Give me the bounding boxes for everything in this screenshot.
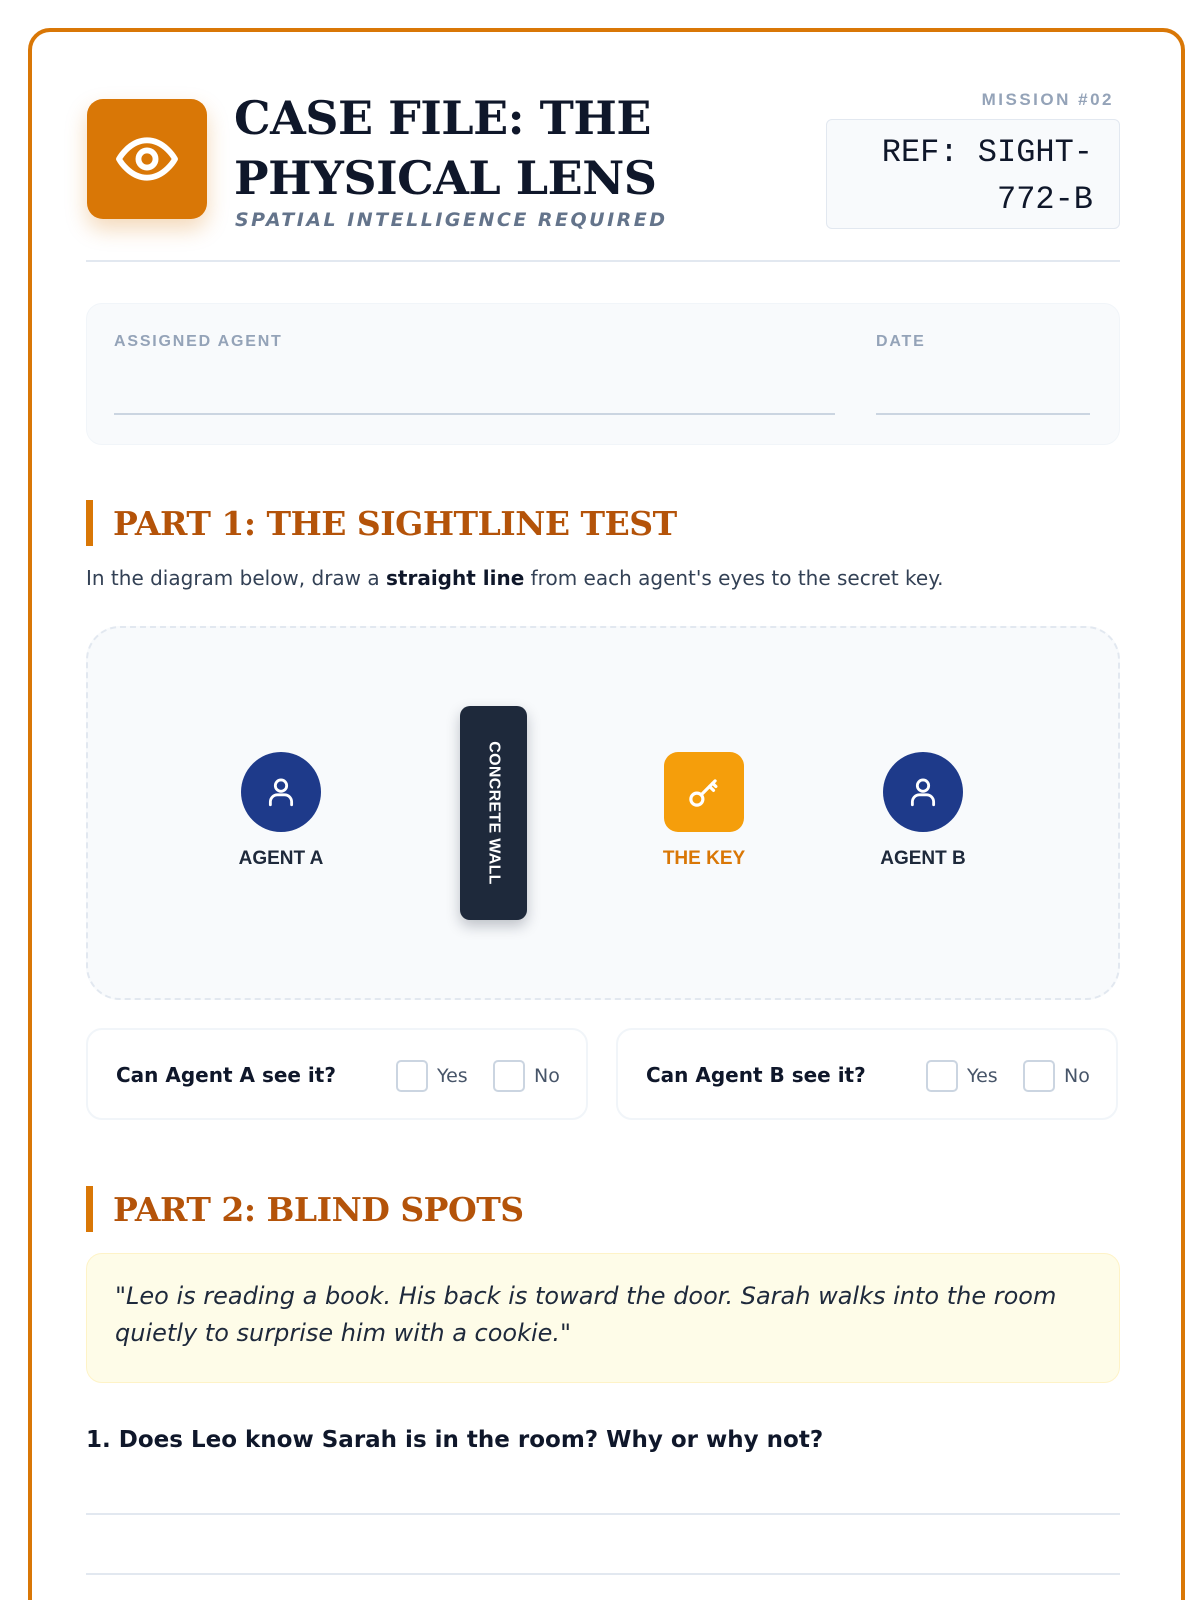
page-title: CASE FILE: THE PHYSICAL LENS	[234, 91, 657, 205]
logo-tile	[87, 99, 207, 219]
instruction-text-end: from each agent's eyes to the secret key.	[524, 566, 944, 590]
page-subtitle: SPATIAL INTELLIGENCE REQUIRED	[235, 209, 668, 231]
user-icon	[264, 775, 298, 809]
assigned-agent-field[interactable]	[114, 413, 835, 415]
assigned-agent-label: ASSIGNED AGENT	[114, 333, 283, 350]
key-tile	[664, 752, 744, 832]
answer-line-1[interactable]	[86, 1513, 1120, 1515]
agent-a-no-label: No	[534, 1065, 560, 1087]
question-agent-a: Can Agent A see it?	[116, 1063, 336, 1087]
agent-b-label: AGENT B	[880, 848, 966, 869]
question-agent-b: Can Agent B see it?	[646, 1063, 866, 1087]
question-1: 1. Does Leo know Sarah is in the room? Why or why not?	[86, 1427, 824, 1453]
reference-code: REF: SIGHT-772-B	[826, 119, 1120, 229]
eye-icon	[115, 127, 179, 191]
key-icon	[685, 773, 723, 811]
user-icon	[906, 775, 940, 809]
scenario-text: "Leo is reading a book. His back is toward the door. Sarah walks into the room quietly to surprise him with a cookie."	[86, 1253, 1120, 1383]
instruction-text-start: In the diagram below, draw a	[86, 566, 386, 590]
mission-number: MISSION #02	[981, 90, 1114, 109]
part1-heading: PART 1: THE SIGHTLINE TEST	[86, 500, 677, 546]
question-agent-b-card	[616, 1028, 1118, 1120]
date-label: DATE	[876, 333, 926, 350]
agent-a-label: AGENT A	[238, 848, 324, 869]
sightline-diagram[interactable]	[86, 626, 1120, 1000]
agent-b-no-checkbox[interactable]	[1023, 1060, 1055, 1092]
date-field[interactable]	[876, 413, 1090, 415]
header-divider	[86, 260, 1120, 262]
agent-a-yes-checkbox[interactable]	[396, 1060, 428, 1092]
question-agent-a-card	[86, 1028, 588, 1120]
agent-a-no-checkbox[interactable]	[493, 1060, 525, 1092]
agent-a-avatar	[241, 752, 321, 832]
concrete-wall	[460, 706, 527, 920]
part1-instructions	[86, 566, 944, 590]
agent-a-yes-label: Yes	[437, 1065, 468, 1087]
agent-b-yes-label: Yes	[967, 1065, 998, 1087]
instruction-emphasis: straight line	[386, 566, 525, 590]
agent-info-panel	[86, 303, 1120, 445]
key-label: THE KEY	[662, 848, 746, 869]
wall-label: CONCRETE WALL	[485, 741, 503, 885]
answer-line-2[interactable]	[86, 1573, 1120, 1575]
part2-heading: PART 2: BLIND SPOTS	[86, 1186, 524, 1232]
agent-b-yes-checkbox[interactable]	[926, 1060, 958, 1092]
agent-b-avatar	[883, 752, 963, 832]
agent-b-no-label: No	[1064, 1065, 1090, 1087]
